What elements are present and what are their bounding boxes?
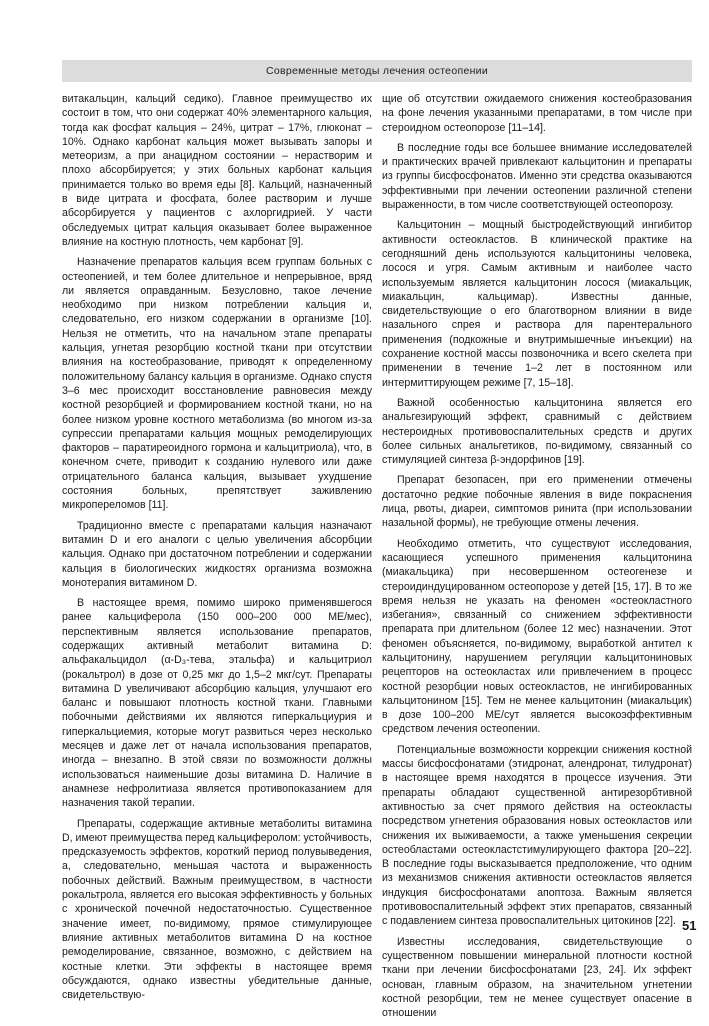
paragraph: Кальцитонин – мощный быстродействующий ингибитор активности остеокластов. В клинической практике на сегодняшний день используются кальцитонины человека, лосося и угря. Самым активным и наиболее часто используемым является кальцитонин лосося (миакальцик, миакальцин, кальцимар). Известны данные, свидетельствующие о его благотворном влиянии в виде назального спрея и раствора для парентерального применения (подкожные и внутримышечные инъекции) на сохранение костной массы позвоночника и всего скелета при применении в течение 1–2 лет в постоянном или интермиттирующем режиме [7, 15–18]. bbox=[382, 219, 692, 389]
paragraph: Традиционно вместе с препаратами кальция назначают витамин D и его аналоги с целью увеличения абсорбции кальция. Однако при достаточном потреблении и содержании кальция в биологических жидкостях организма возможна монотерапия витамином D. bbox=[62, 519, 372, 589]
paragraph: витакальцин, кальций седико). Главное преимущество их состоит в том, что они содержат 40% элементарного кальция, тогда как фосфат кальция – 24%, цитрат – 17%, глюконат – 10%. Однако карбонат кальция может вызывать запоры и метеоризм, а при анацидном состоянии – нерастворим и плохо абсорбируется; у этих больных карбонат кальция принимается только во время еды [8]. Кальций, назначенный в виде цитрата и фосфата, более растворим и лучше абсорбируется у пациентов с ахлоргидрией. У части обследуемых цитрат кальция оказывает более выраженное влияние на костную плотность, чем карбонат [9]. bbox=[62, 93, 372, 248]
paragraph: В последние годы все большее внимание исследователей и практических врачей привлекают кальцитонин и препараты из группы бисфосфонатов. Именно эти средства оказываются эффективными при лечении остеопении различной степени выраженности, в том числе соответствующей остеопорозу. bbox=[382, 141, 692, 212]
paragraph: Необходимо отметить, что существуют исследования, касающиеся успешного применения кальцитонина (миакальцика) при несовершенном остеогенезе и стероидиндуцированном остеопорозе у детей [15, 17]. В то же время нельзя не указать на феномен «остеокластного избегания», связанный со снижением эффективности препарата при длительном (более 12 мес) назначении. Этот феномен объясняется, по-видимому, выработкой антител к кальцитонину, нарушением регуляции кальцитониновых рецепторов на остеокластах или привлечением в процесс костной резорбции новых остеокластов, не ингибированных кальцитонином [15]. Тем не менее кальцитонин (миакальцик) в дозе 100–200 МЕ/сут является высокоэффективным средством лечения остеопении. bbox=[382, 537, 692, 736]
paragraph: Препараты, содержащие активные метаболиты витамина D, имеют преимущества перед кальциферолом: устойчивость, предсказуемость эффектов, короткий период полувыведения, а, следовательно, меньшая частота и выраженность побочных действий. Важным преимуществом, в частности рокальтрола, является его высокая эффективность у больных с хронической почечной недостаточностью. Существенное значение имеет, по-видимому, прямое стимулирующее влияние активных метаболитов витамина D на костное ремоделирование, связанное, возможно, с действием на костные клетки. Эти эффекты в настоящее время обсуждаются, однако известны убедительные данные, свидетельствую- bbox=[62, 817, 372, 1002]
paragraph: Известны исследования, свидетельствующие о существенном повышении минеральной плотности костной ткани при лечении бисфосфонатами [23, 24]. Их эффект основан, главным образом, на значительном угнетении костной резорбции, тем не менее существует опасение в отношении bbox=[382, 935, 692, 1020]
paragraph: Препарат безопасен, при его применении отмечены достаточно редкие побочные явления в виде покраснения лица, рвоты, диареи, симптомов ринита (при использовании назальной формы), не требующие отмены лечения. bbox=[382, 474, 692, 530]
paragraph: Назначение препаратов кальция всем группам больных с остеопенией, и тем более длительное и непрерывное, вряд ли является оправданным. Безусловно, такое лечение необходимо при низком потреблении кальция и, следовательно, его низком содержании в организме [10]. Нельзя не отметить, что на начальном этапе препараты кальция, угнетая резорбцию костной ткани при отсутствии влияния на костеобразование, приводят к определенному положительному балансу кальция в организме. Однако спустя 3–6 мес происходит восстановление равновесия между костной резорбцией и формированием костной ткани, но на более низком уровне костного метаболизма (во многом из-за супрессии препаратами кальция мощных ремоделирующих факторов – паратиреоидного гормона и кальцитриола), что, в конечном счете, приводит к созданию нулевого или даже отрицательного баланса кальция, вызывает ухудшение состояния больных, препятствует заживлению микропереломов [11]. bbox=[62, 256, 372, 512]
right-column bbox=[382, 92, 692, 1026]
paragraph: Потенциальные возможности коррекции снижения костной массы бисфосфонатами (этидронат, алендронат, тилудронат) в настоящее время находятся в процессе изучения. Эти препараты обладают существенной антирезорбтивной активностью за счет прямого действия на остеокласты посредством угнетения образования новых остеокластов или снижения их выживаемости, а также уменьшения секреции остеобластами остеокластстимулирующего фактора [20–22]. В последние годы высказывается предположение, что одним из механизмов снижения активности остеокластов является индукция бисфосфонатами апоптоза. Важным является противовоспалительный эффект этих препаратов, связанный с подавлением синтеза провоспалительных цитокинов [22]. bbox=[382, 743, 692, 928]
paragraph: Важной особенностью кальцитонина является его анальгезирующий эффект, сравнимый с действием нестероидных противовоспалительных средств и других более сильных анальгетиков, по-видимому, связанный со стимуляцией синтеза β-эндорфинов [19]. bbox=[382, 396, 692, 467]
paragraph: щие об отсутствии ожидаемого снижения костеобразования на фоне лечения указанными препаратами, в том числе при стероидном остеопорозе [11–14]. bbox=[382, 93, 692, 134]
running-header-title: Современные методы лечения остеопении bbox=[265, 65, 489, 77]
running-header bbox=[62, 60, 692, 82]
left-column bbox=[62, 92, 372, 1008]
page-number: 51 bbox=[682, 918, 697, 933]
paragraph: В настоящее время, помимо широко применявшегося ранее кальциферола (150 000–200 000 МЕ/мес), перспективным является использование препаратов, содержащих активный метаболит витамина D: альфакальцидол (α-D₃-тева, этальфа) и кальцитриол (рокальтрол) в дозе от 0,25 мкг до 1,5–2 мкг/сут. Препараты витамина D увеличивают абсорбцию кальция, улучшают его баланс и повышают плотность костной ткани. Главными побочными действиями их являются гиперкальциурия и гиперкальциемия, которые могут развиться через несколько месяцев и даже лет от начала использования препаратов, иногда – внезапно. В этой связи по возможности должны использоваться наименьшие дозы витамина D. Наличие в анамнезе нефролитиаза является противопоказанием для назначения такой терапии. bbox=[62, 597, 372, 810]
